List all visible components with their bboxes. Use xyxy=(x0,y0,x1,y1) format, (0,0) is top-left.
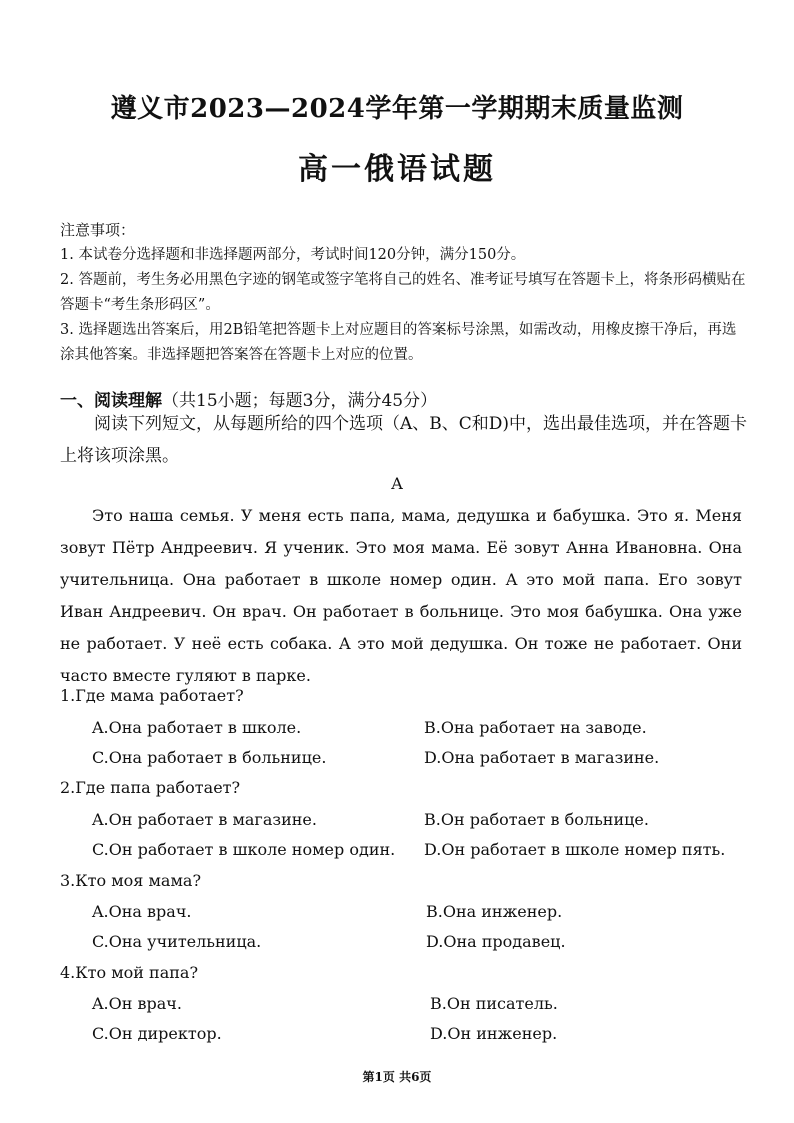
section-info: （共15小题；每题3分，满分45分） xyxy=(162,391,438,411)
option-c: C.Она работает в больнице. xyxy=(92,748,327,767)
section-instructions: 阅读下列短文，从每题所给的四个选项（A、B、C和D)中，选出最佳选项，并在答题卡上将该项涂黑。 xyxy=(60,414,748,466)
passage-text: Это наша семья. У меня есть папа, мама, дедушка и бабушка. Это я. Меня зовут Пётр Андреевич. Я ученик. Это моя мама. Её зовут Анна Ивановна. Она учительница. Она работает в школе номер один. А это мой папа. Его зовут Иван Андреевич. Он врач. Он работает в больнице. Это моя бабушка. Она уже не работает. У неё есть собака. А это мой дедушка. Он тоже не работает. Они часто вместе гуляют в парке. xyxy=(60,506,742,685)
option-a: A.Она работает в школе. xyxy=(92,718,302,737)
note-item: 3. 选择题选出答案后，用2B铅笔把答题卡上对应题目的答案标号涂黑，如需改动，用橡皮擦干净后，再选涂其他答案。非选择题把答案答在答题卡上对应的位置。 xyxy=(60,322,737,363)
option-b: B.Он писатель. xyxy=(430,994,558,1013)
option-b: B.Она работает на заводе. xyxy=(424,718,647,737)
note-item: 1. 本试卷分选择题和非选择题两部分，考试时间120分钟，满分150分。 xyxy=(60,247,526,263)
option-b: B.Она инженер. xyxy=(426,902,563,921)
option-c: C.Он работает в школе номер один. xyxy=(92,840,396,859)
section-title: 一、阅读理解 xyxy=(60,391,162,411)
option-a: A.Он работает в магазине. xyxy=(92,810,317,829)
exam-title: 遵义市2023—2024学年第一学期期末质量监测 xyxy=(110,94,684,124)
option-c: C.Он директор. xyxy=(92,1024,222,1043)
exam-subtitle: 高一俄语试题 xyxy=(298,152,496,187)
option-d: D.Он инженер. xyxy=(430,1024,558,1043)
passage-label: A xyxy=(391,474,403,493)
option-c: C.Она учительница. xyxy=(92,932,262,951)
notes-block xyxy=(60,218,750,368)
page-footer: 第1页 共6页 xyxy=(362,1070,432,1084)
option-a: A.Он врач. xyxy=(92,994,182,1013)
option-d: D.Она продавец. xyxy=(426,932,566,951)
question-text: 3.Кто моя мама? xyxy=(60,871,202,890)
question-text: 4.Кто мой папа? xyxy=(60,963,199,982)
option-d: D.Он работает в школе номер пять. xyxy=(424,840,726,859)
option-d: D.Она работает в магазине. xyxy=(424,748,660,767)
option-b: B.Он работает в больнице. xyxy=(424,810,649,829)
notes-heading: 注意事项： xyxy=(60,221,136,239)
question-text: 1.Где мама работает? xyxy=(60,686,244,705)
note-item: 2. 答题前，考生务必用黑色字迹的钢笔或签字笔将自己的姓名、准考证号填写在答题卡上，将条形码横贴在答题卡“考生条形码区”。 xyxy=(60,272,746,313)
question-text: 2.Где папа работает? xyxy=(60,778,241,797)
option-a: A.Она врач. xyxy=(92,902,192,921)
